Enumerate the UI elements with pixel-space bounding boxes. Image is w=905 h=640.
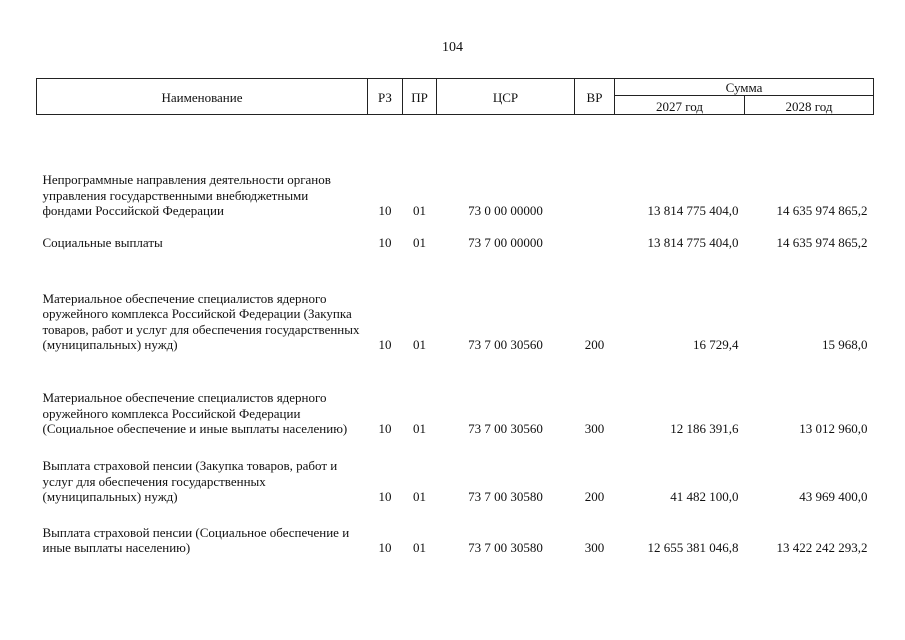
row-name: Выплата страховой пенсии (Социальное обеспечение и иные выплаты населению): [42, 524, 350, 555]
row-rz: 10: [378, 540, 392, 555]
header-pr: ПР: [403, 79, 437, 115]
row-sum-2027: 13 814 775 404,0: [647, 203, 739, 218]
row-vr: 300: [584, 421, 605, 436]
row-sum-2028: 15 968,0: [822, 337, 868, 352]
row-pr: 01: [413, 540, 426, 555]
row-pr: 01: [413, 203, 426, 218]
row-csr: 73 7 00 30580: [468, 489, 543, 504]
header-year-2027: 2027 год: [615, 95, 745, 114]
row-csr: 73 0 00 00000: [468, 203, 543, 218]
header-name: Наименование: [37, 79, 368, 115]
row-rz: 10: [378, 235, 392, 250]
row-rz: 10: [378, 203, 392, 218]
row-pr: 01: [413, 489, 426, 504]
row-rz: 10: [378, 421, 392, 436]
row-name: Выплата страховой пенсии (Закупка товаров, работ и услуг для обеспечения государственных (муниципальных) нужд): [42, 458, 338, 504]
table-row: [37, 437, 874, 505]
header-sum: Сумма: [615, 79, 874, 96]
row-sum-2027: 12 186 391,6: [670, 421, 739, 436]
row-name: Социальные выплаты: [42, 235, 163, 250]
row-sum-2027: 41 482 100,0: [670, 489, 739, 504]
row-csr: 73 7 00 30560: [468, 337, 543, 352]
row-sum-2028: 14 635 974 865,2: [776, 203, 868, 218]
row-vr: 200: [584, 337, 605, 352]
row-pr: 01: [413, 235, 426, 250]
row-csr: 73 7 00 30580: [468, 540, 543, 555]
row-sum-2028: 13 012 960,0: [799, 421, 868, 436]
header-year-2028: 2028 год: [745, 95, 874, 114]
row-vr: 200: [584, 489, 605, 504]
row-pr: 01: [413, 421, 426, 436]
row-sum-2027: 12 655 381 046,8: [647, 540, 739, 555]
table-row: [37, 353, 874, 437]
budget-table: [36, 78, 874, 556]
row-pr: 01: [413, 337, 426, 352]
page-number: 104: [442, 40, 463, 55]
header-rz: РЗ: [368, 79, 403, 115]
row-vr: [575, 115, 615, 219]
row-sum-2028: 13 422 242 293,2: [776, 540, 868, 555]
row-vr: 300: [584, 540, 605, 555]
table-header: [37, 79, 874, 115]
row-rz: 10: [378, 337, 392, 352]
row-csr: 73 7 00 30560: [468, 421, 543, 436]
row-sum-2027: 16 729,4: [693, 337, 739, 352]
row-sum-2028: 14 635 974 865,2: [776, 235, 868, 250]
table-row: [37, 251, 874, 353]
row-name: Непрограммные направления деятельности органов управления государственными внебюджетными фондами Российской Федерации: [42, 172, 331, 218]
header-csr: ЦСР: [437, 79, 575, 115]
row-sum-2027: 13 814 775 404,0: [647, 235, 739, 250]
row-name: Материальное обеспечение специалистов ядерного оружейного комплекса Российской Федерации (Социальное обеспечение и иные выплаты населению): [42, 390, 348, 436]
row-vr: [575, 219, 615, 251]
table-body: [37, 115, 874, 556]
row-name: Материальное обеспечение специалистов ядерного оружейного комплекса Российской Федерации (Закупка товаров, работ и услуг для обеспечения государственных (муниципальных) нужд): [42, 290, 360, 352]
row-rz: 10: [378, 489, 392, 504]
table-row: [37, 219, 874, 251]
header-vr: ВР: [575, 79, 615, 115]
table-row: [37, 505, 874, 556]
row-csr: 73 7 00 00000: [468, 235, 543, 250]
row-sum-2028: 43 969 400,0: [799, 489, 868, 504]
table-row: [37, 115, 874, 219]
